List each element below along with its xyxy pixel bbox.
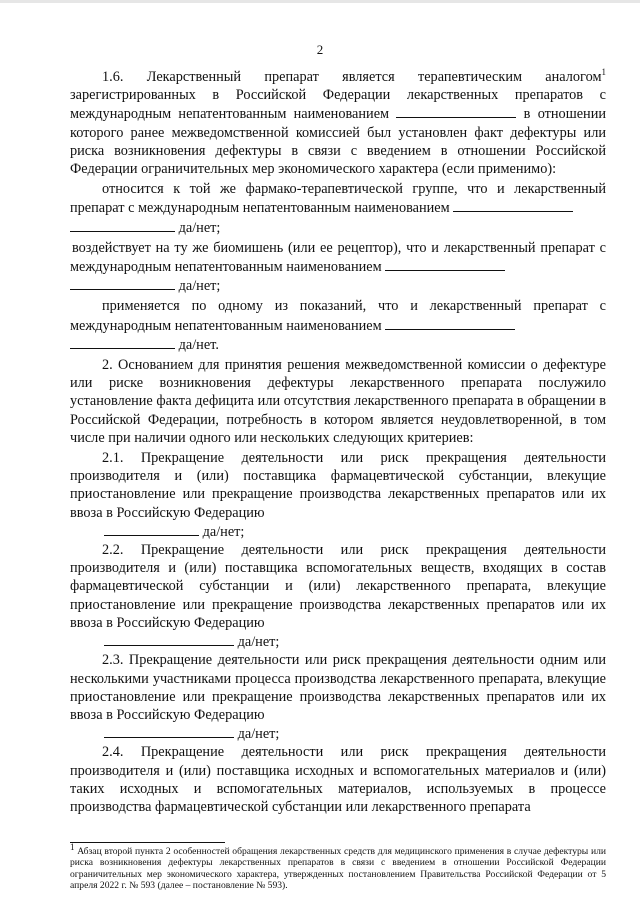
criterion-2-text: воздействует на ту же биомишень (или ее рецептор), что и лекарственный препарат с международным непатентованным наименованием bbox=[70, 239, 606, 276]
yes-no-line bbox=[104, 522, 606, 541]
yes-no-label: да/нет. bbox=[178, 336, 219, 353]
yes-no-line bbox=[70, 335, 606, 354]
footnote-text: Абзац второй пункта 2 особенностей обращения лекарственных средств для медицинского применения в случае дефектуры или риска возникновения дефектуры лекарственных препаратов в связи с введением в отношении Российской Федерации ограничительных мер экономического характера, утвержденных постановлением Правительства Российской Федерации от 5 апреля 2022 г. № 593 (далее – постановление № 593). bbox=[70, 846, 606, 891]
answer-blank bbox=[70, 218, 175, 232]
yes-no-label: да/нет; bbox=[178, 219, 221, 236]
paragraph-1-6-text: зарегистрированных в Российской Федерации лекарственных препаратов с международным непатентованным наименованием bbox=[70, 87, 606, 123]
footnote-ref: 1 bbox=[601, 67, 606, 78]
answer-blank bbox=[104, 632, 234, 646]
paragraph-2-4: 2.4. Прекращение деятельности или риск прекращения деятельности производителя и (или) поставщика исходных и вспомогательных материалов и (или) таких исходных и вспомогательных материалов, используемых в процессе производства фармацевтической субстанции или лекарственного препарата bbox=[70, 744, 606, 815]
criterion-1-text: относится к той же фармако-терапевтической группе, что и лекарственный препарат с международным непатентованным наименованием bbox=[70, 181, 606, 217]
footnote bbox=[70, 841, 606, 891]
yes-no-label: да/нет; bbox=[178, 278, 221, 295]
yes-no-line bbox=[70, 218, 606, 237]
yes-no-line bbox=[104, 724, 606, 743]
paragraph-1-6 bbox=[70, 68, 606, 178]
footnote-divider bbox=[70, 842, 225, 843]
inn-blank bbox=[396, 104, 516, 118]
criterion-biotarget bbox=[70, 239, 606, 276]
paragraph-1-6-in: в bbox=[516, 106, 531, 123]
yes-no-label: да/нет; bbox=[202, 523, 245, 540]
yes-no-line bbox=[104, 632, 606, 651]
inn-blank bbox=[453, 198, 573, 212]
paragraph-2: 2. Основанием для принятия решения межведомственной комиссии о дефектуре или риске возникновения дефектуры лекарственного препарата послужило установление факта дефицита или отсутствия лекарственного препарата в обращении в Российской Федерации, потребность в котором является неудовлетворенной, в том числе при наличии одного или нескольких следующих критериев: bbox=[70, 357, 606, 446]
yes-no-line bbox=[70, 276, 606, 295]
answer-blank bbox=[104, 522, 199, 536]
paragraph-2-2: 2.2. Прекращение деятельности или риск прекращения деятельности производителя и (или) поставщика вспомогательных веществ, входящих в состав фармацевтической субстанции и (или) лекарственного препарата, влекущие приостановление или прекращение производства лекарственных препаратов или их ввоза в Российскую Федерацию bbox=[70, 542, 606, 631]
paragraph-1-6-rest: отношении которого ранее межведомственной комиссией был установлен факт дефектуры или риска возникновения дефектуры в связи с введением в отношении Российской Федерации ограничительных мер экономического характера (если применимо): bbox=[70, 106, 607, 178]
paragraph-2-1: 2.1. Прекращение деятельности или риск прекращения деятельности производителя и (или) поставщика фармацевтической субстанции, влекущие приостановление или прекращение производства лекарственных препаратов или их ввоза в Российскую Федерацию bbox=[70, 450, 606, 521]
footnote-mark: 1 bbox=[70, 841, 75, 852]
yes-no-label: да/нет; bbox=[237, 634, 280, 651]
document-body bbox=[70, 68, 606, 816]
yes-no-label: да/нет; bbox=[237, 726, 280, 743]
criterion-indication bbox=[70, 297, 606, 334]
page-number: 2 bbox=[316, 42, 324, 57]
criterion-3-text: применяется по одному из показаний, что и лекарственный препарат с международным непатентованным наименованием bbox=[70, 298, 606, 334]
criterion-pharmacotherapeutic-group bbox=[70, 180, 606, 217]
scan-top-edge bbox=[0, 0, 640, 3]
answer-blank bbox=[70, 335, 175, 349]
answer-blank bbox=[104, 724, 234, 738]
inn-blank bbox=[385, 316, 515, 330]
paragraph-1-6-lead: 1.6. Лекарственный препарат является терапевтическим аналогом bbox=[102, 69, 602, 85]
paragraph-2-3: 2.3. Прекращение деятельности или риск прекращения деятельности одним или несколькими участниками процесса производства лекарственного препарата, влекущие приостановление или прекращение производства лекарственных препаратов или их ввоза в Российскую Федерацию bbox=[70, 652, 606, 723]
inn-blank bbox=[385, 257, 505, 271]
answer-blank bbox=[70, 276, 175, 290]
